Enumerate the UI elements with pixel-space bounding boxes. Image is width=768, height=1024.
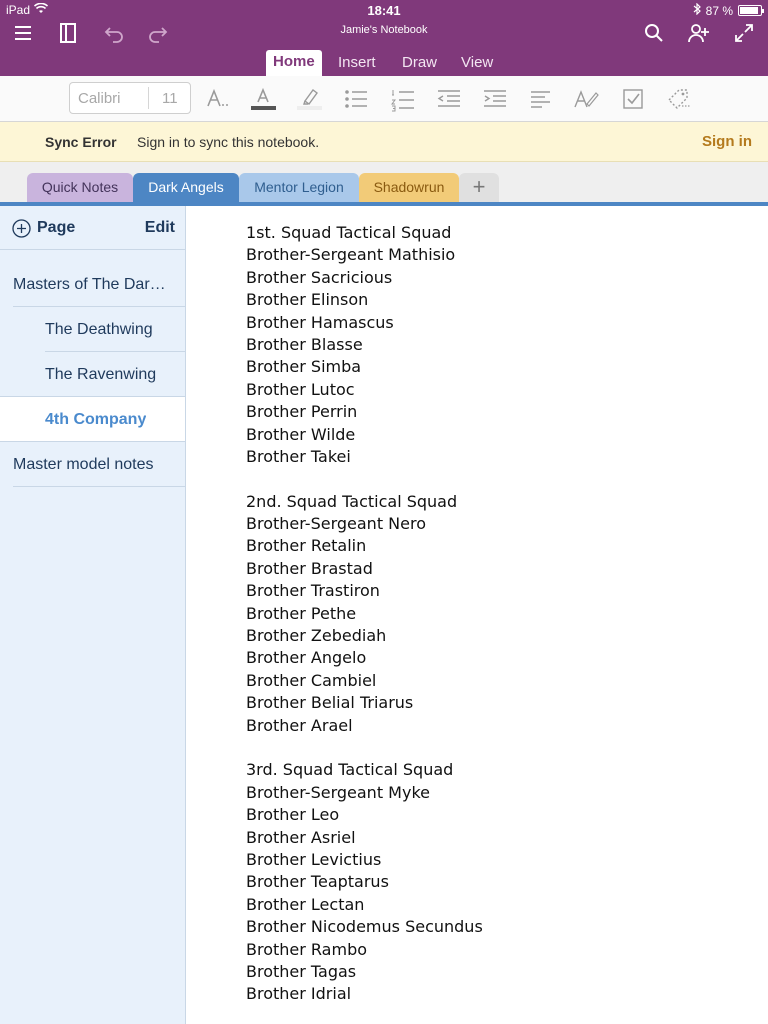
section-tab-shadowrun[interactable]: Shadowrun <box>359 173 459 204</box>
edit-pages-button[interactable]: Edit <box>144 219 175 236</box>
font-picker[interactable] <box>69 82 191 114</box>
sync-error-title: Sync Error <box>45 134 117 150</box>
squad-member-line: Brother Tagas <box>246 961 357 981</box>
squad-member-line: Brother-Sergeant Mathisio <box>246 245 456 265</box>
title-bar <box>0 0 768 76</box>
page-item-label: Master model notes <box>13 456 154 473</box>
page-canvas[interactable] <box>187 206 768 1024</box>
share-person-icon[interactable] <box>686 20 712 46</box>
add-page-icon[interactable] <box>12 219 31 238</box>
bluetooth-icon <box>693 3 701 18</box>
tab-draw[interactable]: Draw <box>402 54 438 71</box>
bullet-list-icon[interactable] <box>343 86 369 112</box>
font-name[interactable]: Calibri <box>78 90 121 107</box>
add-page-button[interactable]: Page <box>37 219 76 236</box>
squad-member-line: Brother Brastad <box>246 558 373 578</box>
section-tab-dark-angels[interactable]: Dark Angels <box>133 173 239 204</box>
squad-member-line: Brother Belial Triarus <box>246 693 414 713</box>
page-item-deathwing[interactable] <box>0 307 185 352</box>
squad-member-line: Brother Pethe <box>246 603 357 623</box>
page-item-label: 4th Company <box>45 411 147 428</box>
squad-member-line: Brother Sacricious <box>246 267 393 287</box>
squad-member-line: Brother Perrin <box>246 402 358 422</box>
sync-error-bar <box>0 122 768 162</box>
page-item-label: Masters of The Dar… <box>13 276 166 293</box>
font-size[interactable]: 11 <box>162 90 178 107</box>
squad-member-line: Brother-Sergeant Nero <box>246 514 427 534</box>
squad-member-line: Brother Teaptarus <box>246 872 389 892</box>
page-item-label: The Deathwing <box>45 321 153 338</box>
numbered-list-icon[interactable] <box>390 86 416 112</box>
section-tab-quick-notes[interactable]: Quick Notes <box>27 173 133 204</box>
squad-member-line: Brother Simba <box>246 357 362 377</box>
squad-member-line: Brother Leo <box>246 805 340 825</box>
squad-member-line: Brother Lutoc <box>246 379 355 399</box>
styles-icon[interactable] <box>573 86 599 112</box>
page-item-masters[interactable] <box>0 262 185 307</box>
squad-member-line: Brother Wilde <box>246 424 356 444</box>
section-tabs <box>0 162 768 206</box>
squad-member-line: Brother Elinson <box>246 290 369 310</box>
decrease-indent-icon[interactable] <box>436 86 462 112</box>
page-item-4th-company[interactable] <box>0 397 185 442</box>
notebook-title: Jamie's Notebook <box>340 24 428 36</box>
menu-icon[interactable] <box>10 20 36 46</box>
status-time: 18:41 <box>367 3 401 18</box>
squad-member-line: Brother Retalin <box>246 536 367 556</box>
page-item-label: The Ravenwing <box>45 366 157 383</box>
redo-icon[interactable] <box>145 20 171 46</box>
tab-insert[interactable]: Insert <box>338 54 376 71</box>
squad-member-line: Brother Angelo <box>246 648 367 668</box>
squad-member-line: Brother Arael <box>246 715 353 735</box>
font-color-icon[interactable] <box>250 86 276 112</box>
increase-indent-icon[interactable] <box>482 86 508 112</box>
squad-member-line: Brother Rambo <box>246 939 368 959</box>
squad-member-line: Brother Cambiel <box>246 670 377 690</box>
undo-icon[interactable] <box>101 20 127 46</box>
add-section-button[interactable]: + <box>459 173 499 204</box>
notebooks-icon[interactable] <box>55 20 81 46</box>
squad-title: 1st. Squad Tactical Squad <box>246 223 452 242</box>
squad-member-line: Brother Trastiron <box>246 581 380 601</box>
tab-view[interactable]: View <box>461 54 494 71</box>
squad-member-line: Brother Blasse <box>246 334 363 354</box>
squad-member-line: Brother Zebediah <box>246 626 387 646</box>
battery-icon <box>738 5 762 16</box>
section-tab-mentor-legion[interactable]: Mentor Legion <box>239 173 359 204</box>
sync-error-message: Sign in to sync this notebook. <box>137 134 320 150</box>
note-text[interactable] <box>246 222 483 1006</box>
squad-member-line: Brother-Sergeant Myke <box>246 782 430 802</box>
format-toolbar <box>0 76 768 122</box>
todo-checkbox-icon[interactable] <box>620 86 646 112</box>
page-item-master-model-notes[interactable] <box>0 442 185 487</box>
sign-in-button[interactable]: Sign in <box>702 133 752 150</box>
squad-member-line: Brother Asriel <box>246 827 356 847</box>
squad-member-line: Brother Hamascus <box>246 312 394 332</box>
squad-member-line: Brother Idrial <box>246 984 352 1004</box>
page-list-header <box>0 206 185 250</box>
tab-home[interactable]: Home <box>266 50 322 76</box>
page-list <box>0 206 186 1024</box>
ribbon-tabs <box>0 50 768 76</box>
squad-title: 2nd. Squad Tactical Squad <box>246 491 458 511</box>
squad-member-line: Brother Takei <box>246 446 351 466</box>
squad-title: 3rd. Squad Tactical Squad <box>246 760 454 780</box>
text-format-icon[interactable] <box>205 86 231 112</box>
squad-member-line: Brother Nicodemus Secundus <box>246 917 483 937</box>
search-icon[interactable] <box>641 20 667 46</box>
fullscreen-icon[interactable] <box>731 20 757 46</box>
device-label: iPad <box>6 3 31 17</box>
status-bar <box>0 0 768 20</box>
align-icon[interactable] <box>528 86 554 112</box>
page-item-ravenwing[interactable] <box>0 352 185 397</box>
battery-percent: 87 % <box>705 3 733 18</box>
squad-member-line: Brother Lectan <box>246 894 365 914</box>
squad-member-line: Brother Levictius <box>246 849 382 869</box>
tag-icon[interactable] <box>665 86 691 112</box>
highlighter-icon[interactable] <box>296 86 322 112</box>
